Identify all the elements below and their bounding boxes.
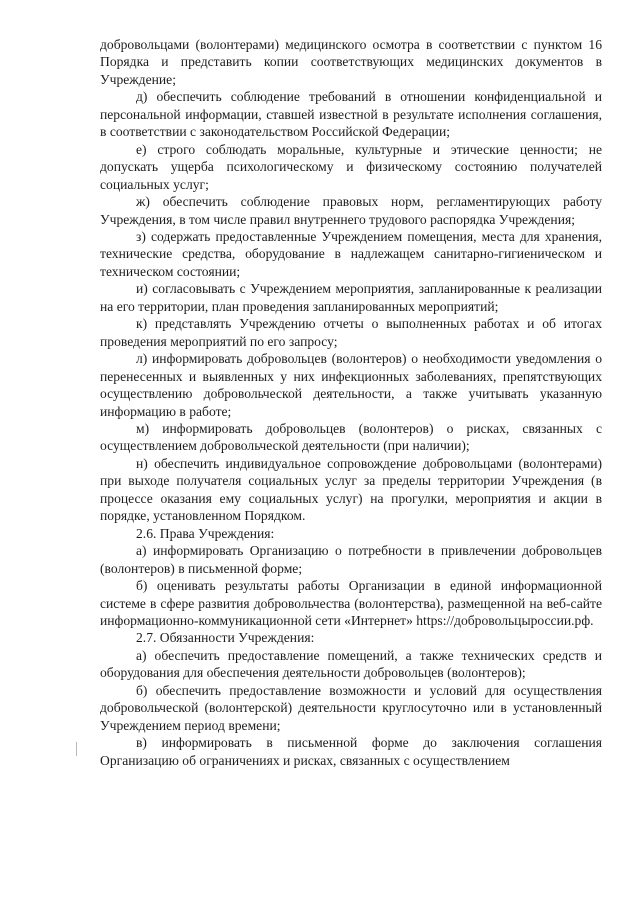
section-heading-2-7: 2.7. Обязанности Учреждения: [136, 630, 315, 646]
paragraph-item-k: к) представлять Учреждению отчеты о выполненных работах и об итогах проведения мероприятий по его запросу; [100, 316, 602, 349]
paragraph-item-i: и) согласовывать с Учреждением мероприятия, запланированные к реализации на его территории, план проведения запланированных мероприятий; [100, 281, 602, 314]
paragraph-item-z: з) содержать предоставленные Учреждением помещения, места для хранения, технические средства, оборудование в надлежащем санитарно-гигиеническом и техническом состоянии; [100, 228, 602, 279]
paragraph-2-6-a: а) информировать Организацию о потребности в привлечении добровольцев (волонтеров) в письменной форме; [100, 543, 602, 576]
paragraph-item-l: л) информировать добровольцев (волонтеров) о необходимости уведомления о перенесенных и выявленных у них инфекционных заболеваниях, препятствующих осуществлению добровольческой деятельности, а также учитывать указанную информацию в работе; [100, 351, 602, 419]
scan-margin-mark [76, 742, 77, 756]
paragraph-2-7-a: а) обеспечить предоставление помещений, а также технических средств и оборудования для обеспечения деятельности добровольцев (волонтеров); [100, 647, 602, 681]
paragraph-item-zh: ж) обеспечить соблюдение правовых норм, регламентирующих работу Учреждения, в том числе правил внутреннего трудового распорядка Учреждения; [100, 194, 602, 227]
section-heading-2-6: 2.6. Права Учреждения: [136, 525, 275, 541]
paragraph-item-e: е) строго соблюдать моральные, культурные и этические ценности; не допускать ущерба психологическому и физическому состоянию получателей социальных услуг; [100, 141, 602, 192]
paragraph-item-m: м) информировать добровольцев (волонтеров) о рисках, связанных с осуществлением добровольческой деятельности (при наличии); [100, 420, 602, 454]
paragraph-item-d: д) обеспечить соблюдение требований в отношении конфиденциальной и персональной информации, ставшей известной в результате исполнения соглашения, в соответствии с законодательством Российской Федерации; [100, 89, 602, 140]
document-body [100, 36, 602, 769]
paragraph-2-7-v: в) информировать в письменной форме до заключения соглашения Организацию об ограничениях и рисках, связанных с осуществлением [100, 735, 602, 768]
paragraph-item-n: н) обеспечить индивидуальное сопровождение добровольцами (волонтерами) при выходе получателя социальных услуг за пределы территории Учреждения (в процессе оказания ему социальных услуг) на прогулки, мероприятия и акции в порядке, установленном Порядком. [100, 455, 602, 524]
paragraph-2-7-b: б) обеспечить предоставление возможности и условий для осуществления добровольческой (волонтерской) деятельности круглосуточно или в установленный Учреждением период времени; [100, 682, 602, 733]
paragraph-2-6-b: б) оценивать результаты работы Организации в единой информационной системе в сфере развития добровольчества (волонтерства), размещенной на веб-сайте информационно-коммуникационной сети «Интернет» https://добровольцыроссии.рф. [100, 578, 602, 628]
paragraph-continuation: добровольцами (волонтерами) медицинского осмотра в соответствии с пунктом 16 Порядка и представить копии соответствующих медицинских документов в Учреждение; [100, 37, 602, 87]
